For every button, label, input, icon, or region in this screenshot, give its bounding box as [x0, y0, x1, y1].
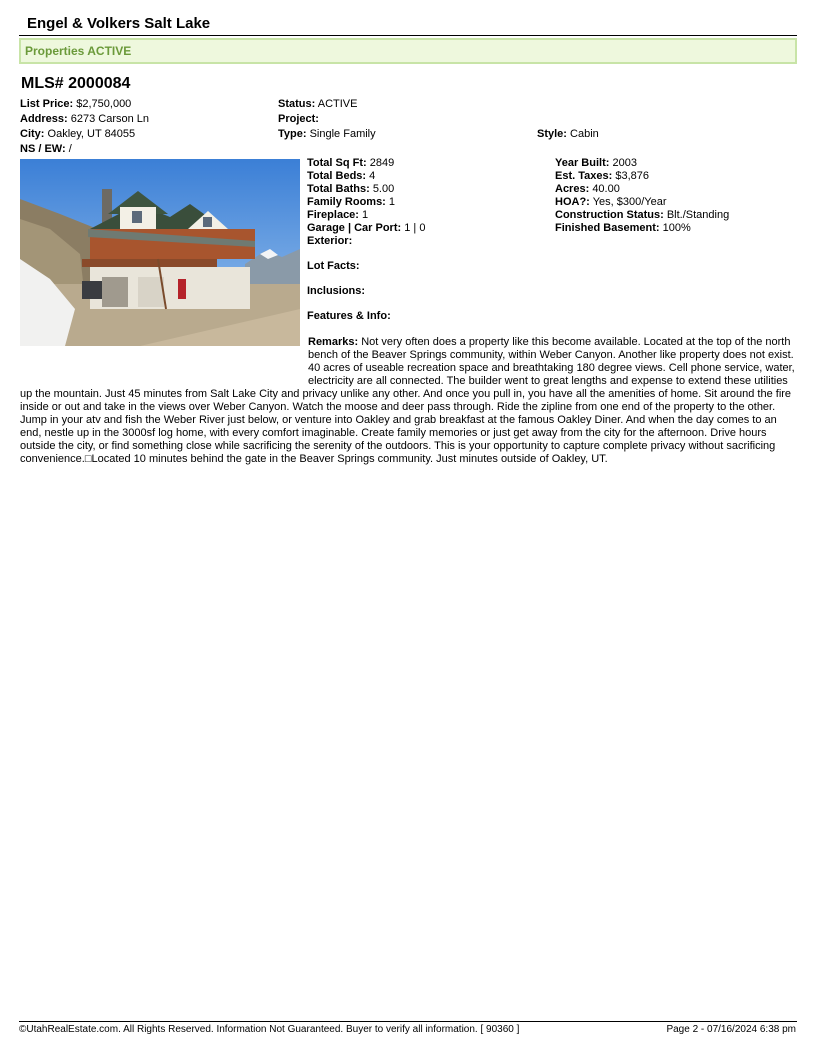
- detail-row: [555, 183, 620, 196]
- detail-label: Total Baths:: [307, 183, 370, 195]
- status-label: Status:: [278, 98, 316, 110]
- ns-ew-field: [20, 143, 72, 156]
- detail-row: [307, 157, 394, 170]
- property-photo: [20, 159, 300, 346]
- detail-value: Yes, $300/Year: [592, 196, 667, 208]
- address-field: [20, 113, 149, 126]
- detail-label: Finished Basement:: [555, 222, 660, 234]
- detail-value: 4: [369, 170, 376, 182]
- detail-value: 2849: [369, 157, 395, 169]
- detail-label: HOA?:: [555, 196, 590, 208]
- remarks-block: [20, 336, 798, 466]
- type-value: Single Family: [309, 128, 376, 140]
- footer-page-info: Page 2 - 07/16/2024 6:38 pm: [666, 1024, 796, 1035]
- address-label: Address:: [20, 113, 68, 125]
- detail-row: [307, 196, 395, 209]
- status-banner-label: Properties ACTIVE: [25, 44, 132, 58]
- detail-value: $3,876: [615, 170, 649, 182]
- status-banner: [19, 38, 797, 64]
- detail-label: Est. Taxes:: [555, 170, 613, 182]
- company-name: Engel & Volkers Salt Lake: [27, 15, 211, 32]
- detail-value: 40.00: [592, 183, 620, 195]
- remarks-label: Remarks:: [308, 336, 359, 348]
- detail-label: Garage | Car Port:: [307, 222, 402, 234]
- address-value: 6273 Carson Ln: [70, 113, 150, 125]
- style-value: Cabin: [570, 128, 599, 140]
- detail-label: Total Beds:: [307, 170, 367, 182]
- inclusions-heading: [307, 285, 365, 298]
- detail-label: Construction Status:: [555, 209, 664, 221]
- city-label: City:: [20, 128, 45, 140]
- detail-row: [555, 170, 649, 183]
- detail-row: [555, 209, 729, 222]
- detail-value: 1: [388, 196, 396, 208]
- list-price-field: [20, 98, 131, 111]
- detail-label: Exterior:: [307, 235, 353, 247]
- type-label: Type:: [278, 128, 307, 140]
- detail-row: [555, 196, 667, 209]
- detail-label: Acres:: [555, 183, 590, 195]
- detail-row: [307, 235, 352, 248]
- features-heading: [307, 310, 391, 323]
- detail-row: [307, 170, 375, 183]
- style-field: [537, 128, 599, 141]
- ns-ew-value: /: [68, 143, 72, 155]
- header-divider: [19, 35, 797, 36]
- city-value: Oakley, UT 84055: [47, 128, 136, 140]
- detail-value: Blt./Standing: [666, 209, 730, 221]
- detail-value: 100%: [662, 222, 691, 234]
- features-label: Features & Info:: [307, 310, 391, 322]
- type-field: [278, 128, 376, 141]
- style-label: Style:: [537, 128, 567, 140]
- project-label: Project:: [278, 113, 319, 125]
- inclusions-label: Inclusions:: [307, 285, 366, 297]
- detail-row: [307, 222, 425, 235]
- detail-value: 2003: [612, 157, 637, 169]
- remarks-text: Not very often does a property like this become available. Located at the top of the north bench of the Beaver Springs community, within Weber Canyon. Another like property does not exist. 40 acres of useable recreation space and breathtaking 180 degree views. Cell phone service, water, electricity are all connected. The builder went to great lengths and expense to extend these utilities up the mountain. Just 45 minutes from Salt Lake City and privacy unlike any other. And once you pull in, you have all the amenities of home. Sit around the fire inside or out and take in the views over Weber Canyon. Watch the moose and deer pass through. Ride the zipline from one end of the property to the other. Jump in your atv and fish the Weber River just below, or venture into Oakley and grab breakfast at the famous Oakley Diner. And when the day comes to an end, nestle up in the 3000sf log home, with every comfort imaginable. Create family memories or just get away from the city for the afternoon. Drive hours outside the city, or find something close while sacrificing the serenity of the outdoors. This is your opportunity to capture complete privacy without sacrificing convenience.□Located 10 minutes behind the gate in the Beaver Springs community. Just minutes outside of Oakley, UT.: [20, 336, 795, 465]
- detail-label: Fireplace:: [307, 209, 359, 221]
- detail-label: Year Built:: [555, 157, 610, 169]
- detail-row: [555, 222, 691, 235]
- detail-label: Total Sq Ft:: [307, 157, 367, 169]
- detail-row: [555, 157, 637, 170]
- list-price-label: List Price:: [20, 98, 74, 110]
- footer-copyright: ©UtahRealEstate.com. All Rights Reserved. Information Not Guaranteed. Buyer to verify all information. [ 90360 ]: [19, 1024, 520, 1035]
- project-field: [278, 113, 319, 126]
- detail-label: Family Rooms:: [307, 196, 386, 208]
- lot-facts-heading: [307, 260, 360, 273]
- list-price-value: $2,750,000: [76, 98, 132, 110]
- detail-value: 5.00: [372, 183, 395, 195]
- lot-facts-label: Lot Facts:: [307, 260, 360, 272]
- city-field: [20, 128, 135, 141]
- footer-divider: [19, 1021, 797, 1022]
- detail-row: [307, 183, 394, 196]
- detail-value: 1 | 0: [404, 222, 426, 234]
- status-field: [278, 98, 357, 111]
- detail-row: [307, 209, 368, 222]
- mls-number: MLS# 2000084: [21, 75, 131, 92]
- status-value: ACTIVE: [317, 98, 358, 110]
- ns-ew-label: NS / EW:: [20, 143, 66, 155]
- detail-value: 1: [362, 209, 369, 221]
